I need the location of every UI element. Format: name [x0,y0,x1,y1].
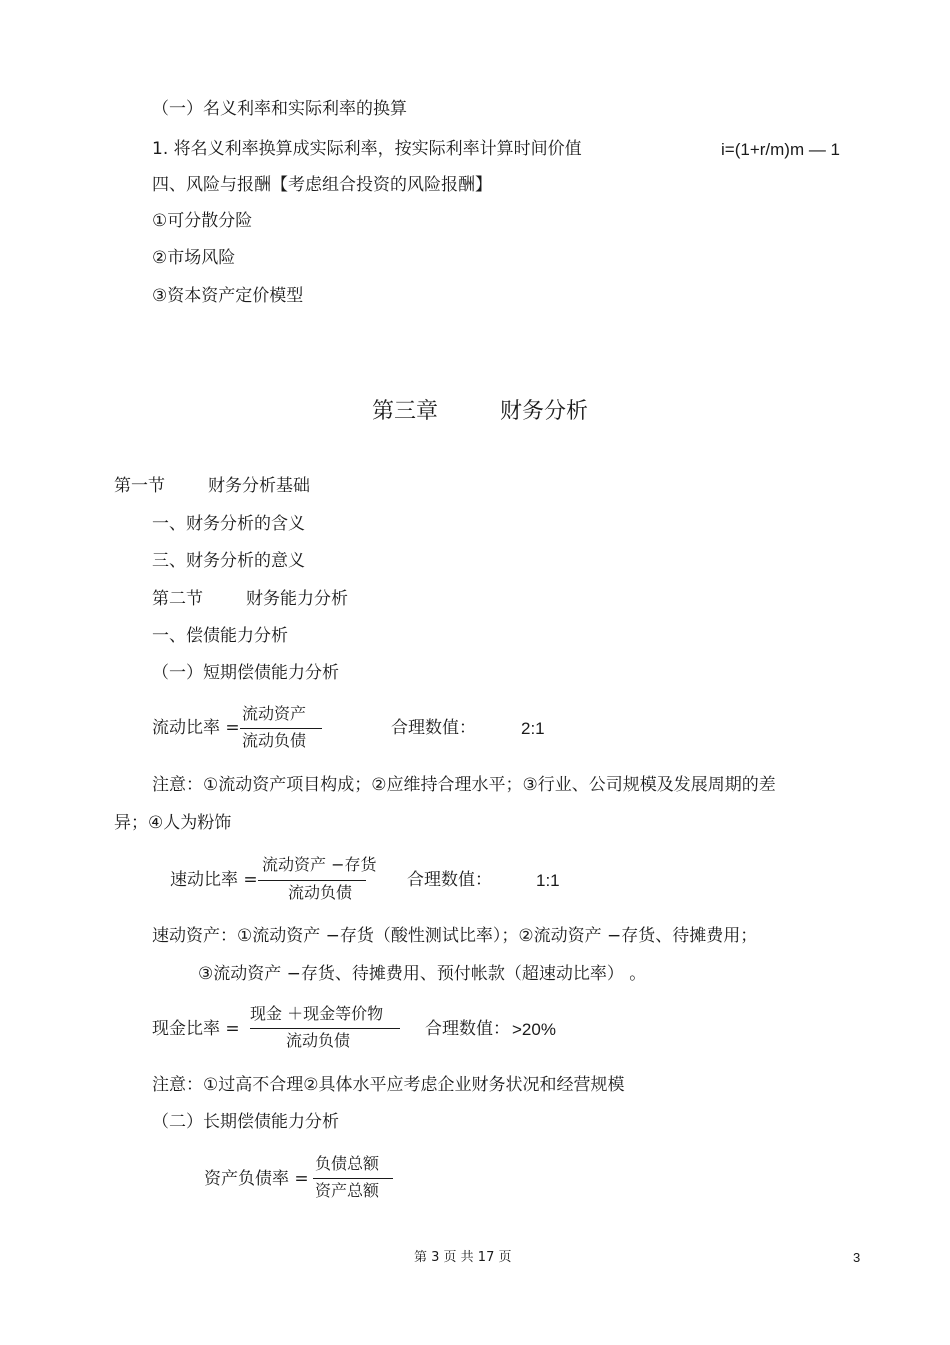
debt-ratio-label: 资产负债率 = [204,1169,309,1189]
fraction-denominator: 流动负债 [288,883,353,902]
cash-ratio-reasonable-label: 合理数值： [425,1019,510,1039]
debt-ratio-fraction [313,1156,395,1202]
note-cash-ratio: 注意：①过高不合理②具体水平应考虑企业财务状况和经营规模 [152,1075,625,1095]
fraction-denominator: 流动负债 [286,1031,351,1050]
current-ratio-label: 流动比率 = [152,718,240,738]
section-2-number: 第二节 [152,589,203,609]
section-1-number: 第一节 [114,476,165,496]
item-convert-rate: 1. 将名义利率换算成实际利率，按实际利率计算时间价值 [152,139,582,159]
section-2-item-a: 一、偿债能力分析 [152,626,288,646]
item-market-risk: ②市场风险 [152,248,236,268]
section-1-item-b: 三、财务分析的意义 [152,551,305,571]
fraction-bar [250,1028,400,1029]
fraction-bar [313,1178,393,1179]
section-2-title: 财务能力分析 [246,589,348,609]
fraction-numerator: 流动资产 [242,704,307,723]
current-ratio-reasonable-value: 2:1 [521,719,545,738]
note-current-ratio-line-2: 异；④人为粉饰 [114,813,232,833]
quick-ratio-reasonable-label: 合理数值： [407,870,492,890]
section-1-title: 财务分析基础 [208,476,310,496]
heading-long-term-solvency: （二）长期偿债能力分析 [152,1112,339,1132]
fraction-denominator: 资产总额 [315,1181,380,1200]
quick-assets-definition-line-2: ③流动资产 −存货、待摊费用、预付帐款（超速动比率） 。 [198,964,647,984]
page-footer: 第 3 页 共 17 页 [414,1250,512,1265]
quick-ratio-fraction [258,855,377,903]
cash-ratio-label: 现金比率 = [152,1019,240,1039]
item-capm: ③资本资产定价模型 [152,286,304,306]
fraction-bar [258,880,366,881]
note-current-ratio-line-1: 注意：①流动资产项目构成；②应维持合理水平；③行业、公司规模及发展周期的差 [152,775,776,795]
fraction-numerator: 负债总额 [315,1154,380,1173]
current-ratio-reasonable-label: 合理数值： [391,718,476,738]
chapter-number: 第三章 [372,399,439,424]
cash-ratio-reasonable-value: >20% [512,1020,556,1039]
page-number: 3 [853,1250,861,1265]
fraction-numerator: 流动资产 −存货 [262,855,377,874]
section-1-item-a: 一、财务分析的含义 [152,514,305,534]
quick-assets-definition-line-1: 速动资产：①流动资产 −存货（酸性测试比率）；②流动资产 −存货、待摊费用； [152,926,758,946]
fraction-denominator: 流动负债 [242,731,307,750]
chapter-title: 财务分析 [500,399,589,424]
section-2-item-b: （一）短期偿债能力分析 [152,663,339,683]
fraction-numerator: 现金 ＋现金等价物 [250,1004,384,1023]
fraction-bar [240,728,322,729]
current-ratio-fraction [240,706,324,752]
item-diversifiable-risk: ①可分散分险 [152,211,253,231]
quick-ratio-label: 速动比率 = [170,870,258,890]
heading-nominal-real-rate: （一）名义利率和实际利率的换算 [152,99,407,119]
cash-ratio-fraction [250,1006,402,1052]
formula-effective-rate: i=(1+r/m)m — 1 [721,140,841,159]
heading-risk-return: 四、风险与报酬【考虑组合投资的风险报酬】 [152,175,492,195]
quick-ratio-reasonable-value: 1:1 [536,871,560,890]
